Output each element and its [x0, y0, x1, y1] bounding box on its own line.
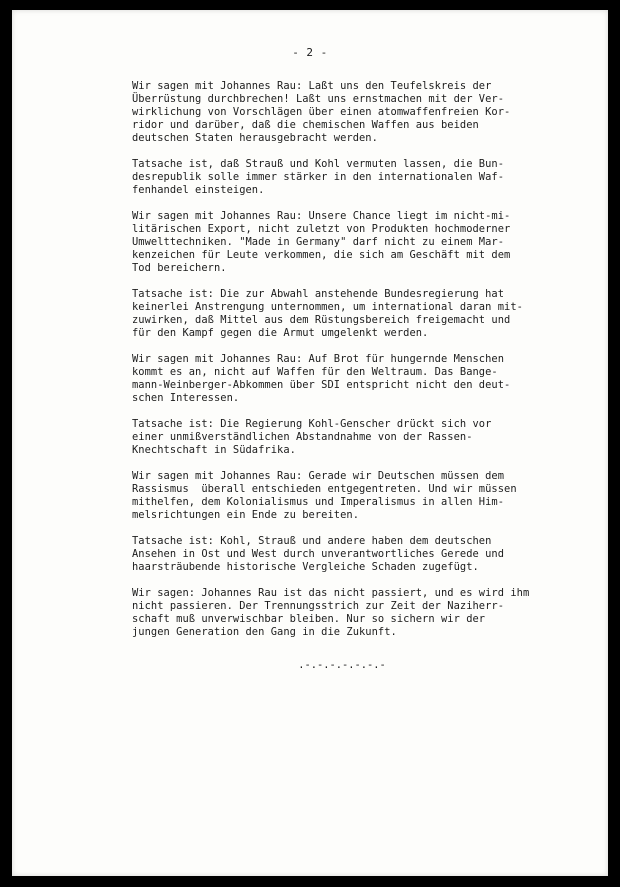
text-line: desrepublik solle immer stärker in den internationalen Waf-	[132, 171, 505, 183]
text-line: melsrichtungen ein Ende zu bereiten.	[132, 509, 360, 521]
paragraph	[132, 535, 582, 574]
text-line: Tod bereichern.	[132, 262, 227, 274]
text-line: deutschen Staten herausgebracht werden.	[132, 132, 378, 144]
text-line: haarsträubende historische Vergleiche Schaden zugefügt.	[132, 561, 479, 573]
end-separator: .-.-.-.-.-.-.-	[298, 659, 386, 671]
paragraph	[132, 288, 582, 340]
paragraph	[132, 353, 582, 405]
paragraph	[132, 210, 582, 275]
text-line: Wir sagen mit Johannes Rau: Unsere Chance liegt im nicht-mi-	[132, 210, 511, 222]
text-line: Umwelttechniken. "Made in Germany" darf nicht zu einem Mar-	[132, 236, 505, 248]
text-line: Ansehen in Ost und West durch unverantwortliches Gerede und	[132, 548, 505, 560]
text-line: für den Kampf gegen die Armut umgelenkt werden.	[132, 327, 429, 339]
paragraph	[132, 587, 582, 639]
text-line: schen Interessen.	[132, 392, 240, 404]
text-line: Tatsache ist, daß Strauß und Kohl vermuten lassen, die Bun-	[132, 158, 505, 170]
text-line: Wir sagen mit Johannes Rau: Auf Brot für hungernde Menschen	[132, 353, 505, 365]
text-line: kenzeichen für Leute verkommen, die sich am Geschäft mit dem	[132, 249, 511, 261]
text-line: Knechtschaft in Südafrika.	[132, 444, 296, 456]
page-number: - 2 -	[292, 46, 328, 59]
text-line: kommt es an, nicht auf Waffen für den Weltraum. Das Bange-	[132, 366, 498, 378]
text-line: mann-Weinberger-Abkommen über SDI entspricht nicht den deut-	[132, 379, 511, 391]
text-line: jungen Generation den Gang in die Zukunft.	[132, 626, 397, 638]
text-line: ridor und darüber, daß die chemischen Waffen aus beiden	[132, 119, 479, 131]
text-line: Wir sagen mit Johannes Rau: Laßt uns den Teufelskreis der	[132, 80, 492, 92]
text-line: litärischen Export, nicht zuletzt von Produkten hochmoderner	[132, 223, 511, 235]
document-body	[132, 80, 582, 671]
text-line: mithelfen, dem Kolonialismus und Imperalismus in allen Him-	[132, 496, 505, 508]
text-line: nicht passieren. Der Trennungsstrich zur Zeit der Naziherr-	[132, 600, 505, 612]
paragraph	[132, 470, 582, 522]
text-line: Rassismus überall entschieden entgegentreten. Und wir müssen	[132, 483, 517, 495]
text-line: Tatsache ist: Kohl, Strauß und andere haben dem deutschen	[132, 535, 492, 547]
text-line: schaft muß unverwischbar bleiben. Nur so sichern wir der	[132, 613, 486, 625]
text-line: Tatsache ist: Die zur Abwahl anstehende Bundesregierung hat	[132, 288, 505, 300]
paragraph	[132, 158, 582, 197]
text-line: Überrüstung durchbrechen! Laßt uns ernstmachen mit der Ver-	[132, 93, 505, 105]
document-page	[12, 10, 608, 876]
text-line: fenhandel einsteigen.	[132, 184, 265, 196]
text-line: wirklichung von Vorschlägen über einen atomwaffenfreien Kor-	[132, 106, 511, 118]
paragraph	[132, 418, 582, 457]
paragraph	[132, 80, 582, 145]
text-line: Tatsache ist: Die Regierung Kohl-Genscher drückt sich vor	[132, 418, 492, 430]
text-line: zuwirken, daß Mittel aus dem Rüstungsbereich freigemacht und	[132, 314, 511, 326]
text-line: Wir sagen: Johannes Rau ist das nicht passiert, und es wird ihm	[132, 587, 530, 599]
text-line: einer unmißverständlichen Abstandnahme von der Rassen-	[132, 431, 473, 443]
text-line: keinerlei Anstrengung unternommen, um international daran mit-	[132, 301, 523, 313]
text-line: Wir sagen mit Johannes Rau: Gerade wir Deutschen müssen dem	[132, 470, 505, 482]
